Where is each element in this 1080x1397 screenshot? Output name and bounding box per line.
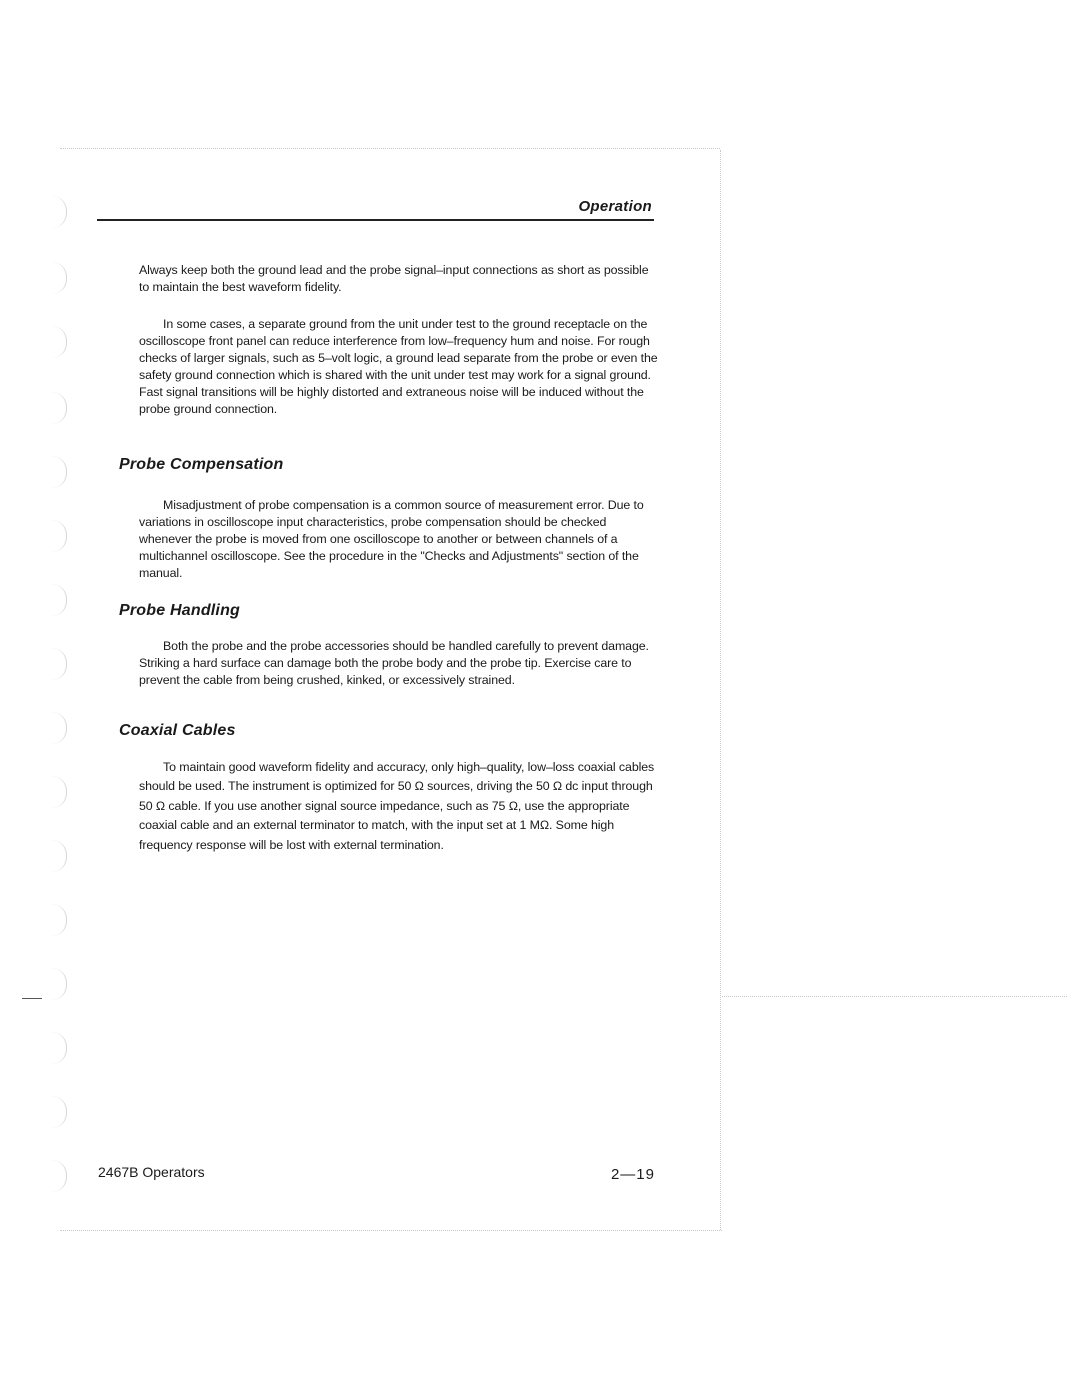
scan-border-bottom [60, 1230, 722, 1231]
binder-hole [52, 968, 67, 1000]
probe-compensation-paragraph [139, 497, 659, 582]
binder-hole [52, 520, 67, 552]
running-head: Operation [578, 198, 652, 215]
footer-manual-name: 2467B Operators [98, 1164, 205, 1180]
scan-edge-mark [22, 998, 42, 999]
ground-paragraph-text: In some cases, a separate ground from the unit under test to the ground receptacle on the oscilloscope front panel can reduce interference from low–frequency hum and noise. For rough checks of larger signals, such as 5–volt logic, a ground lead separate from the probe or even the safety ground connection which is shared with the unit under test may work for a signal ground. Fast signal transitions will be highly distorted and extraneous noise will be induced without the probe ground connection. [139, 317, 658, 416]
intro-paragraph [139, 262, 659, 296]
header-rule [97, 219, 654, 221]
binder-hole [52, 196, 67, 228]
section-heading-probe-compensation: Probe Compensation [119, 456, 284, 473]
binder-hole [52, 392, 67, 424]
binder-hole [52, 262, 67, 294]
binder-hole [52, 456, 67, 488]
binder-hole [52, 1096, 67, 1128]
scan-border-top [60, 148, 720, 149]
section-heading-probe-handling: Probe Handling [119, 602, 241, 619]
ground-paragraph [139, 316, 659, 418]
binder-hole [52, 776, 67, 808]
binder-hole [52, 1160, 67, 1192]
binder-hole [52, 1032, 67, 1064]
footer-page-number: 2—19 [610, 1166, 655, 1183]
binder-hole [52, 648, 67, 680]
scan-tab-edge [722, 996, 1067, 997]
binder-hole [52, 326, 67, 358]
coaxial-cables-text: To maintain good waveform fidelity and accuracy, only high–quality, low–loss coaxial cables should be used. The instrument is optimized for 50 Ω sources, driving the 50 Ω dc input through 50 Ω cable. If you use another signal source impedance, such as 75 Ω, use the appropriate coaxial cable and an external terminator to match, with the input set at 1 MΩ. Some high frequency response will be lost with external termination. [139, 760, 655, 852]
section-heading-coaxial-cables: Coaxial Cables [119, 722, 236, 739]
scan-border-right [720, 150, 721, 1230]
binder-hole [52, 584, 67, 616]
probe-handling-text: Both the probe and the probe accessories should be handled carefully to prevent damage. Striking a hard surface can damage both the probe body and the probe tip. Exercise care to prevent the cable from being crushed, kinked, or excessively strained. [139, 639, 649, 687]
binder-hole [52, 712, 67, 744]
probe-compensation-text: Misadjustment of probe compensation is a common source of measurement error. Due to variations in oscilloscope input characteristics, probe compensation should be checked whenever the probe is moved from one oscilloscope to another or between channels of a multichannel oscilloscope. See the procedure in the "Checks and Adjustments" section of the manual. [139, 498, 644, 580]
binder-hole [52, 840, 67, 872]
coaxial-cables-paragraph [139, 758, 659, 855]
intro-paragraph-text: Always keep both the ground lead and the probe signal–input connections as short as possible to maintain the best waveform fidelity. [139, 263, 649, 294]
binder-hole [52, 904, 67, 936]
probe-handling-paragraph [139, 638, 659, 689]
